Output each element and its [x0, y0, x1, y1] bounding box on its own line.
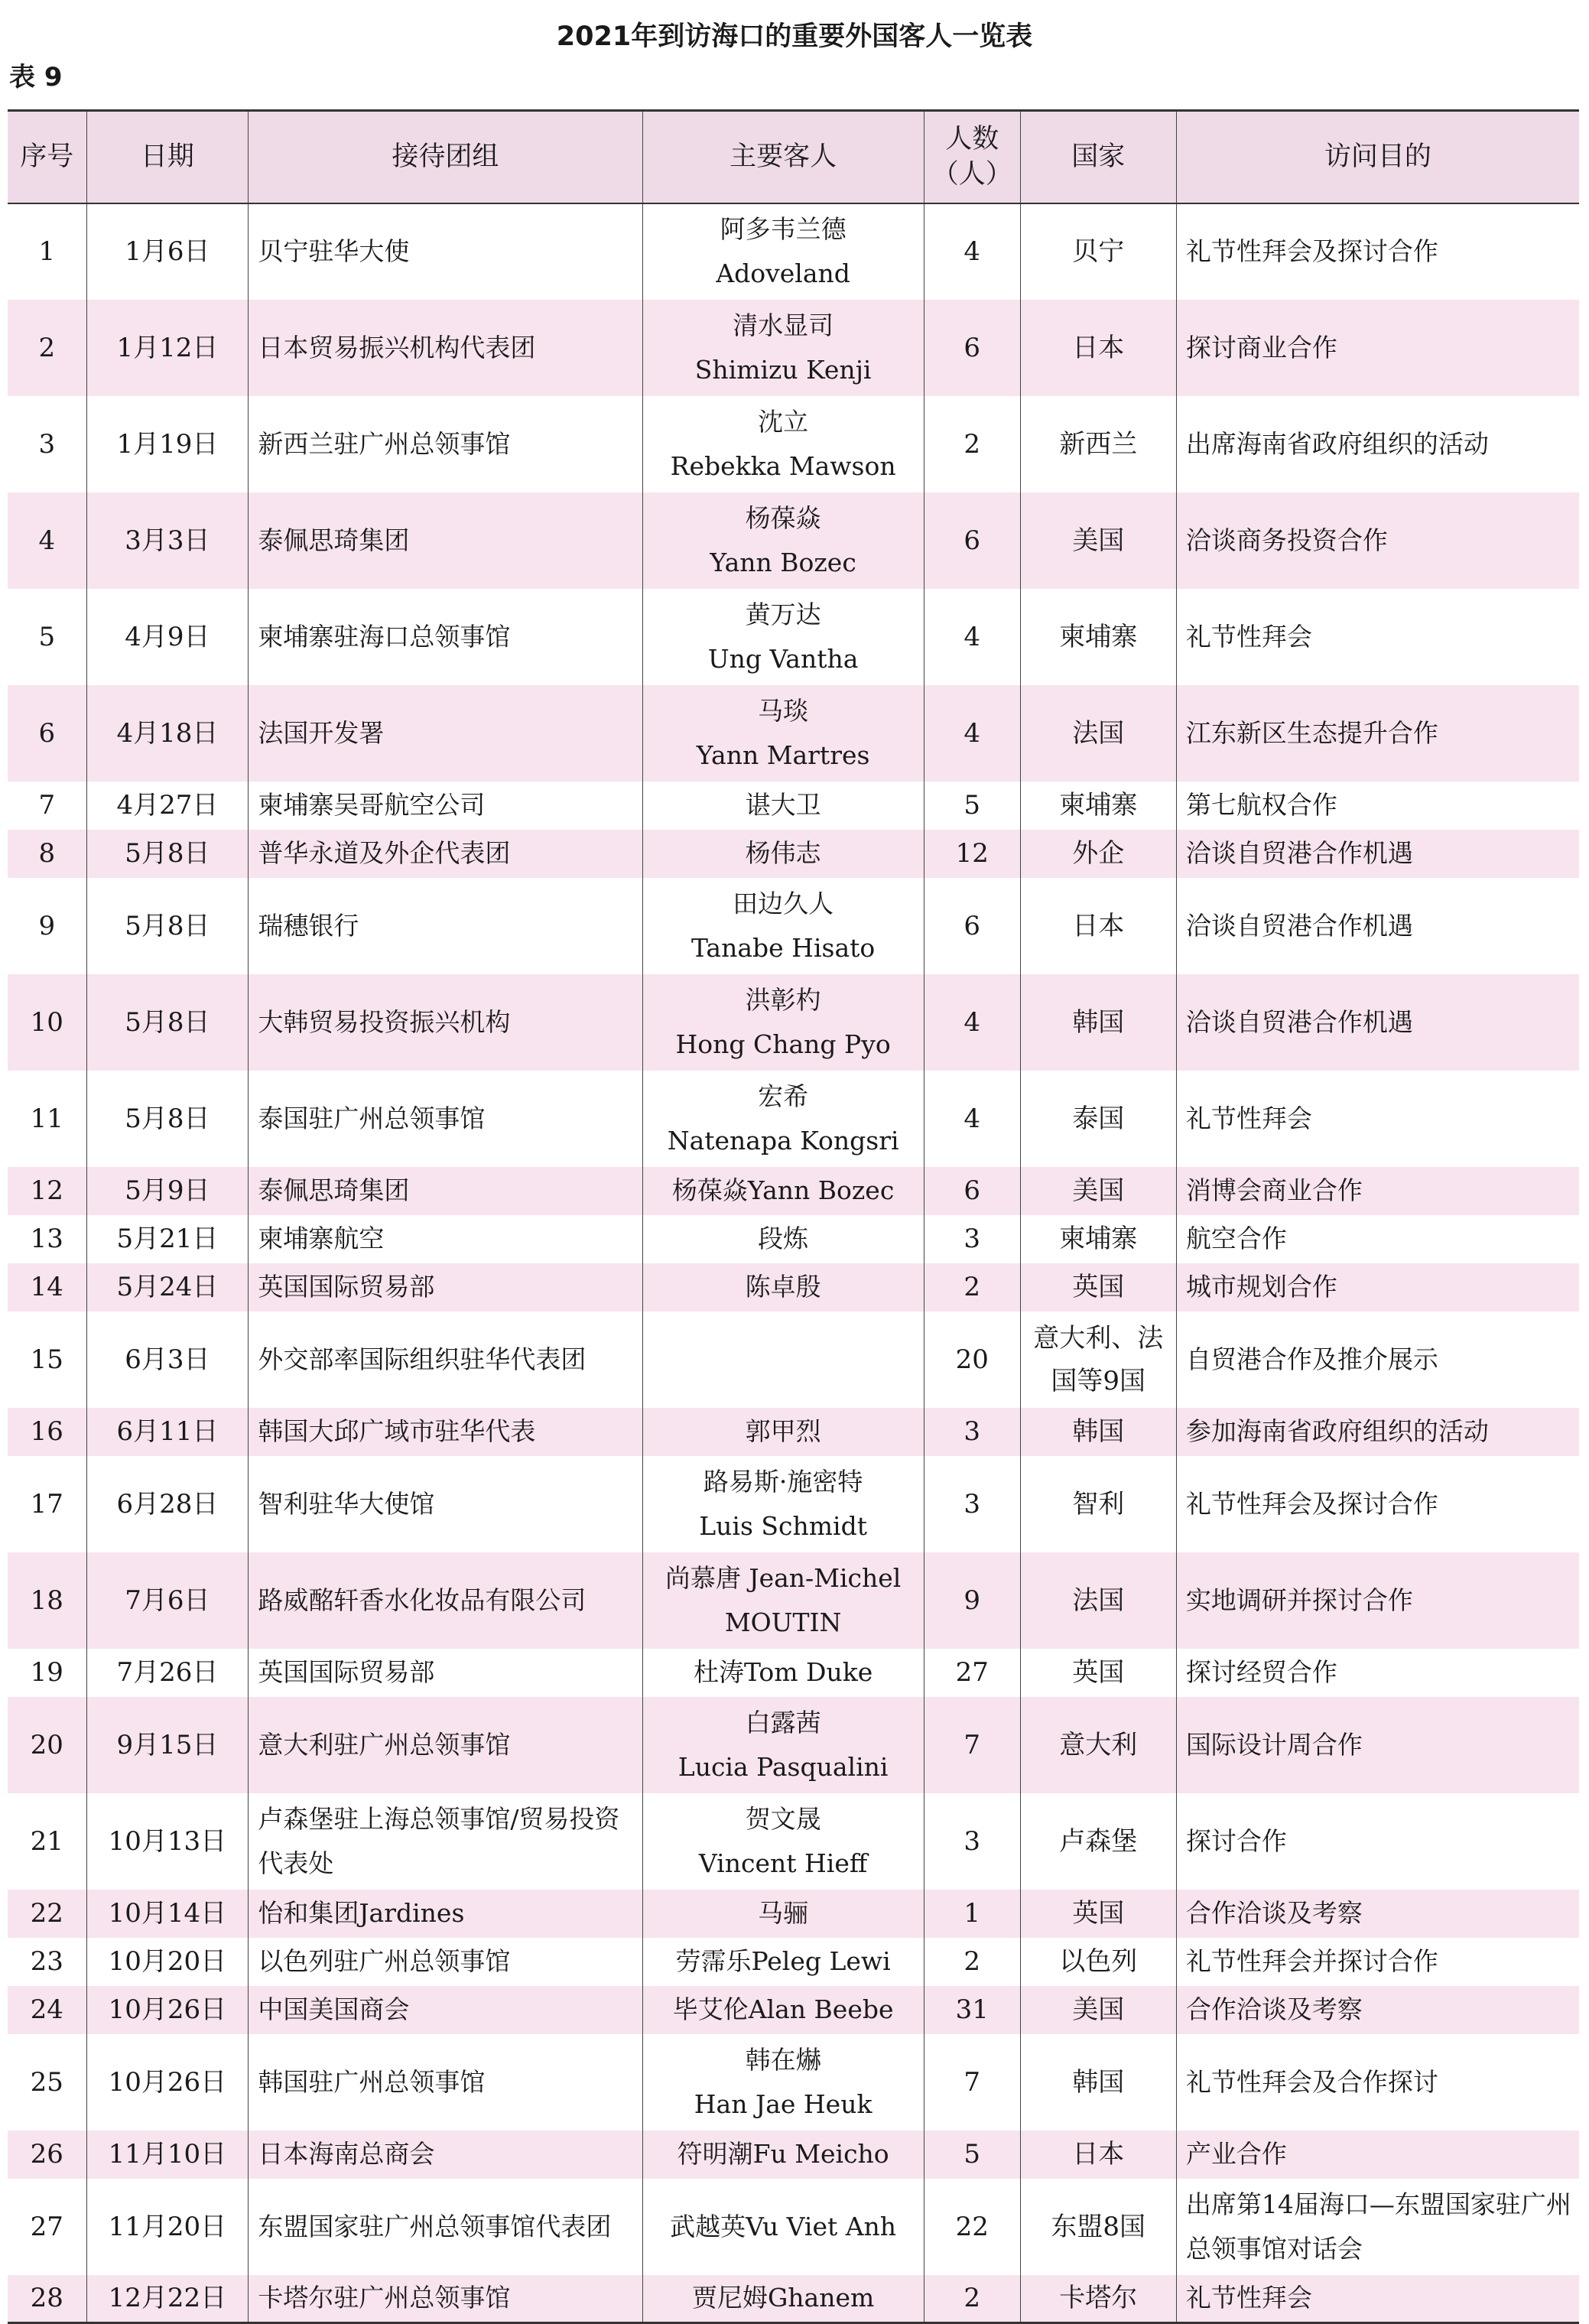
visitors-table: [8, 109, 1579, 2324]
cell-guest: [642, 1071, 924, 1167]
header-country: 国家: [1020, 111, 1176, 203]
cell-date: 1月19日: [86, 396, 249, 492]
cell-country: 智利: [1020, 1456, 1176, 1552]
cell-date: 1月12日: [86, 300, 249, 396]
cell-country: 英国: [1020, 1649, 1176, 1697]
cell-guest: 杜涛Tom Duke: [642, 1649, 924, 1697]
cell-group: 柬埔寨航空: [249, 1215, 642, 1263]
cell-purpose: 礼节性拜会: [1176, 2275, 1579, 2323]
cell-no: 12: [8, 1167, 86, 1215]
cell-no: 16: [8, 1408, 86, 1456]
table-row: [8, 300, 1579, 396]
cell-group: 柬埔寨驻海口总领事馆: [249, 589, 642, 685]
cell-group: 瑞穗银行: [249, 878, 642, 974]
cell-date: 4月18日: [86, 685, 249, 782]
cell-purpose: 自贸港合作及推介展示: [1176, 1312, 1579, 1408]
header-count-line2: （人）: [931, 159, 1012, 190]
cell-purpose: 礼节性拜会及探讨合作: [1176, 1456, 1579, 1552]
cell-purpose: 国际设计周合作: [1176, 1697, 1579, 1793]
cell-guest: 段炼: [642, 1215, 924, 1263]
cell-group: 路威酩轩香水化妆品有限公司: [249, 1552, 642, 1649]
cell-count: 31: [924, 1986, 1020, 2034]
cell-count: 4: [924, 203, 1020, 300]
cell-guest: [642, 1456, 924, 1552]
cell-date: 11月10日: [86, 2131, 249, 2179]
cell-date: 5月9日: [86, 1167, 249, 1215]
cell-group: 泰佩思琦集团: [249, 1167, 642, 1215]
cell-guest: 劳霈乐Peleg Lewi: [642, 1938, 924, 1986]
cell-count: 4: [924, 589, 1020, 685]
cell-guest: [642, 974, 924, 1071]
cell-date: 5月21日: [86, 1215, 249, 1263]
table-row: [8, 782, 1579, 830]
cell-group: 智利驻华大使馆: [249, 1456, 642, 1552]
cell-date: 11月20日: [86, 2179, 249, 2275]
cell-group: 怡和集团Jardines: [249, 1890, 642, 1938]
cell-guest-line2: Han Jae Heuk: [694, 2088, 872, 2119]
cell-group: 大韩贸易投资振兴机构: [249, 974, 642, 1071]
cell-count: 7: [924, 2034, 1020, 2131]
header-group: 接待团组: [249, 111, 642, 203]
cell-no: 23: [8, 1938, 86, 1986]
cell-guest: 毕艾伦Alan Beebe: [642, 1986, 924, 2034]
cell-guest-line2: Ung Vantha: [707, 643, 859, 674]
cell-count: 27: [924, 1649, 1020, 1697]
cell-guest: [642, 396, 924, 492]
cell-count: 5: [924, 2131, 1020, 2179]
cell-guest-line2: Tanabe Hisato: [691, 932, 876, 963]
cell-date: 5月8日: [86, 974, 249, 1071]
cell-count: 3: [924, 1793, 1020, 1890]
cell-group: 东盟国家驻广州总领事馆代表团: [249, 2179, 642, 2275]
cell-no: 9: [8, 878, 86, 974]
cell-country: 日本: [1020, 2131, 1176, 2179]
cell-guest-line1: 白露茜: [745, 1707, 821, 1737]
cell-count: 6: [924, 300, 1020, 396]
cell-purpose: 探讨合作: [1176, 1793, 1579, 1890]
cell-purpose: 探讨经贸合作: [1176, 1649, 1579, 1697]
cell-guest-line2: Adoveland: [716, 258, 850, 288]
cell-country: 美国: [1020, 1986, 1176, 2034]
cell-no: 5: [8, 589, 86, 685]
cell-purpose: 礼节性拜会: [1176, 1071, 1579, 1167]
cell-purpose: 洽谈自贸港合作机遇: [1176, 974, 1579, 1071]
cell-date: 12月22日: [86, 2275, 249, 2323]
cell-country: 韩国: [1020, 2034, 1176, 2131]
table-row: [8, 589, 1579, 685]
cell-group: 普华永道及外企代表团: [249, 830, 642, 878]
cell-guest-line1: 尚慕唐 Jean-Michel: [665, 1562, 902, 1593]
cell-no: 15: [8, 1312, 86, 1408]
table-row: [8, 830, 1579, 878]
cell-no: 4: [8, 492, 86, 589]
cell-guest-line1: 杨葆焱: [745, 502, 821, 533]
cell-no: 1: [8, 203, 86, 300]
cell-guest: 郭甲烈: [642, 1408, 924, 1456]
cell-date: 10月26日: [86, 2034, 249, 2131]
cell-guest-line1: 沈立: [758, 406, 809, 437]
cell-guest-line2: Natenapa Kongsri: [667, 1125, 899, 1155]
cell-purpose: 出席海南省政府组织的活动: [1176, 396, 1579, 492]
cell-guest: [642, 1552, 924, 1649]
table-row: [8, 1649, 1579, 1697]
cell-guest-line2: Hong Chang Pyo: [675, 1029, 891, 1059]
cell-count: 3: [924, 1408, 1020, 1456]
cell-guest-line2: Yann Bozec: [710, 547, 856, 577]
cell-guest: [642, 878, 924, 974]
cell-purpose: 礼节性拜会: [1176, 589, 1579, 685]
cell-no: 8: [8, 830, 86, 878]
cell-country: 卡塔尔: [1020, 2275, 1176, 2323]
cell-count: 1: [924, 1890, 1020, 1938]
table-row: [8, 685, 1579, 782]
table-row: [8, 974, 1579, 1071]
cell-date: 1月6日: [86, 203, 249, 300]
cell-guest-line2: Lucia Pasqualini: [678, 1751, 889, 1782]
table-row: [8, 1408, 1579, 1456]
cell-date: 6月3日: [86, 1312, 249, 1408]
cell-country: 新西兰: [1020, 396, 1176, 492]
cell-purpose: 洽谈自贸港合作机遇: [1176, 830, 1579, 878]
cell-purpose: 洽谈商务投资合作: [1176, 492, 1579, 589]
cell-guest-line1: 韩在爀: [745, 2044, 821, 2075]
cell-no: 28: [8, 2275, 86, 2323]
cell-group: 以色列驻广州总领事馆: [249, 1938, 642, 1986]
cell-date: 6月11日: [86, 1408, 249, 1456]
header-no: 序号: [8, 111, 86, 203]
cell-date: 5月8日: [86, 1071, 249, 1167]
cell-purpose: 礼节性拜会并探讨合作: [1176, 1938, 1579, 1986]
header-count-line1: 人数: [945, 124, 999, 155]
cell-group: 英国国际贸易部: [249, 1263, 642, 1312]
cell-purpose: 消博会商业合作: [1176, 1167, 1579, 1215]
cell-country: 柬埔寨: [1020, 1215, 1176, 1263]
cell-no: 6: [8, 685, 86, 782]
cell-no: 22: [8, 1890, 86, 1938]
cell-guest: 杨葆焱Yann Bozec: [642, 1167, 924, 1215]
cell-no: 25: [8, 2034, 86, 2131]
cell-purpose: 洽谈自贸港合作机遇: [1176, 878, 1579, 974]
table-row: [8, 492, 1579, 589]
cell-group: 意大利驻广州总领事馆: [249, 1697, 642, 1793]
table-row: [8, 1167, 1579, 1215]
cell-purpose: 出席第14届海口—东盟国家驻广州总领事馆对话会: [1176, 2179, 1579, 2275]
cell-group: 贝宁驻华大使: [249, 203, 642, 300]
cell-date: 4月27日: [86, 782, 249, 830]
table-row: [8, 1456, 1579, 1552]
cell-guest-line1: 阿多韦兰德: [720, 214, 846, 244]
cell-no: 20: [8, 1697, 86, 1793]
cell-guest: [642, 685, 924, 782]
table-row: [8, 1552, 1579, 1649]
header-row: [8, 111, 1579, 203]
cell-purpose: 江东新区生态提升合作: [1176, 685, 1579, 782]
table-row: [8, 1071, 1579, 1167]
cell-count: 7: [924, 1697, 1020, 1793]
table-row: [8, 1697, 1579, 1793]
cell-guest-line1: 路易斯·施密特: [703, 1466, 863, 1497]
table-row: [8, 2179, 1579, 2275]
cell-guest: [642, 492, 924, 589]
cell-country: 美国: [1020, 492, 1176, 589]
cell-country: 英国: [1020, 1263, 1176, 1312]
cell-date: 5月24日: [86, 1263, 249, 1312]
cell-guest: [642, 300, 924, 396]
cell-guest: 符明潮Fu Meicho: [642, 2131, 924, 2179]
cell-count: 2: [924, 2275, 1020, 2323]
cell-date: 7月6日: [86, 1552, 249, 1649]
cell-no: 2: [8, 300, 86, 396]
cell-date: 10月14日: [86, 1890, 249, 1938]
cell-country: 日本: [1020, 878, 1176, 974]
cell-no: 26: [8, 2131, 86, 2179]
cell-date: 10月13日: [86, 1793, 249, 1890]
cell-purpose: 城市规划合作: [1176, 1263, 1579, 1312]
cell-date: 10月26日: [86, 1986, 249, 2034]
cell-count: 4: [924, 685, 1020, 782]
cell-date: 6月28日: [86, 1456, 249, 1552]
cell-country: 柬埔寨: [1020, 782, 1176, 830]
cell-guest-line2: Luis Schmidt: [699, 1510, 867, 1541]
cell-purpose: 第七航权合作: [1176, 782, 1579, 830]
cell-group: 新西兰驻广州总领事馆: [249, 396, 642, 492]
page-title: 2021年到访海口的重要外国客人一览表: [556, 21, 1033, 52]
cell-group: 泰国驻广州总领事馆: [249, 1071, 642, 1167]
cell-group: 日本贸易振兴机构代表团: [249, 300, 642, 396]
cell-count: 4: [924, 974, 1020, 1071]
cell-purpose: 航空合作: [1176, 1215, 1579, 1263]
table-row: [8, 2034, 1579, 2131]
cell-group: 卢森堡驻上海总领事馆/贸易投资代表处: [249, 1793, 642, 1890]
table-row: [8, 1793, 1579, 1890]
cell-no: 3: [8, 396, 86, 492]
cell-date: 5月8日: [86, 830, 249, 878]
cell-guest: 武越英Vu Viet Anh: [642, 2179, 924, 2275]
cell-country: 泰国: [1020, 1071, 1176, 1167]
cell-country: 韩国: [1020, 1408, 1176, 1456]
cell-count: 20: [924, 1312, 1020, 1408]
cell-guest-line2: Vincent Hieff: [698, 1848, 868, 1878]
cell-guest: 谌大卫: [642, 782, 924, 830]
cell-no: 13: [8, 1215, 86, 1263]
cell-guest: 贾尼姆Ghanem: [642, 2275, 924, 2323]
cell-group: 泰佩思琦集团: [249, 492, 642, 589]
cell-group: 外交部率国际组织驻华代表团: [249, 1312, 642, 1408]
cell-count: 3: [924, 1215, 1020, 1263]
cell-guest: 马骊: [642, 1890, 924, 1938]
cell-country: 美国: [1020, 1167, 1176, 1215]
cell-purpose: 探讨商业合作: [1176, 300, 1579, 396]
header-count: [924, 111, 1020, 203]
cell-date: 9月15日: [86, 1697, 249, 1793]
cell-guest-line1: 宏希: [758, 1081, 809, 1111]
cell-country: 东盟8国: [1020, 2179, 1176, 2275]
cell-no: 18: [8, 1552, 86, 1649]
cell-count: 2: [924, 1263, 1020, 1312]
table-label: 表 9: [9, 62, 63, 93]
cell-guest: [642, 1312, 924, 1408]
table-row: [8, 878, 1579, 974]
cell-guest-line1: 黄万达: [745, 599, 821, 629]
cell-no: 19: [8, 1649, 86, 1697]
cell-count: 5: [924, 782, 1020, 830]
table-row: [8, 203, 1579, 300]
cell-no: 24: [8, 1986, 86, 2034]
cell-group: 韩国大邱广域市驻华代表: [249, 1408, 642, 1456]
cell-guest: [642, 2034, 924, 2131]
cell-count: 12: [924, 830, 1020, 878]
cell-date: 3月3日: [86, 492, 249, 589]
table-row: [8, 1263, 1579, 1312]
cell-country: 法国: [1020, 685, 1176, 782]
cell-group: 韩国驻广州总领事馆: [249, 2034, 642, 2131]
cell-country: 卢森堡: [1020, 1793, 1176, 1890]
cell-guest: [642, 203, 924, 300]
cell-group: 卡塔尔驻广州总领事馆: [249, 2275, 642, 2323]
cell-no: 7: [8, 782, 86, 830]
cell-no: 21: [8, 1793, 86, 1890]
cell-guest: 陈卓殷: [642, 1263, 924, 1312]
table-row: [8, 1890, 1579, 1938]
cell-purpose: 参加海南省政府组织的活动: [1176, 1408, 1579, 1456]
cell-no: 10: [8, 974, 86, 1071]
cell-date: 4月9日: [86, 589, 249, 685]
cell-country: 意大利、法国等9国: [1020, 1312, 1176, 1408]
cell-count: 6: [924, 492, 1020, 589]
cell-count: 2: [924, 1938, 1020, 1986]
cell-date: 7月26日: [86, 1649, 249, 1697]
table-row: [8, 1938, 1579, 1986]
table-row: [8, 2131, 1579, 2179]
cell-count: 9: [924, 1552, 1020, 1649]
cell-guest: [642, 1697, 924, 1793]
cell-country: 外企: [1020, 830, 1176, 878]
cell-count: 6: [924, 878, 1020, 974]
table-row: [8, 1312, 1579, 1408]
cell-date: 10月20日: [86, 1938, 249, 1986]
cell-country: 韩国: [1020, 974, 1176, 1071]
table-row: [8, 2275, 1579, 2323]
table-row: [8, 1215, 1579, 1263]
table-row: [8, 1986, 1579, 2034]
cell-guest-line2: Rebekka Mawson: [670, 450, 896, 481]
cell-purpose: 合作洽谈及考察: [1176, 1890, 1579, 1938]
cell-guest: 杨伟志: [642, 830, 924, 878]
cell-guest-line1: 洪彰杓: [745, 984, 821, 1015]
header-guest: 主要客人: [642, 111, 924, 203]
cell-purpose: 礼节性拜会及探讨合作: [1176, 203, 1579, 300]
cell-no: 27: [8, 2179, 86, 2275]
cell-count: 3: [924, 1456, 1020, 1552]
header-date: 日期: [86, 111, 249, 203]
cell-group: 法国开发署: [249, 685, 642, 782]
cell-country: 法国: [1020, 1552, 1176, 1649]
header-purpose: 访问目的: [1176, 111, 1579, 203]
cell-group: 日本海南总商会: [249, 2131, 642, 2179]
cell-country: 柬埔寨: [1020, 589, 1176, 685]
cell-count: 4: [924, 1071, 1020, 1167]
cell-country: 意大利: [1020, 1697, 1176, 1793]
cell-purpose: 产业合作: [1176, 2131, 1579, 2179]
table-body: [8, 203, 1579, 2323]
cell-no: 17: [8, 1456, 86, 1552]
cell-group: 中国美国商会: [249, 1986, 642, 2034]
cell-country: 贝宁: [1020, 203, 1176, 300]
cell-country: 英国: [1020, 1890, 1176, 1938]
cell-guest-line2: MOUTIN: [724, 1607, 842, 1637]
cell-count: 2: [924, 396, 1020, 492]
cell-guest-line1: 马琰: [758, 695, 809, 726]
cell-group: 英国国际贸易部: [249, 1649, 642, 1697]
cell-group: 柬埔寨吴哥航空公司: [249, 782, 642, 830]
cell-purpose: 礼节性拜会及合作探讨: [1176, 2034, 1579, 2131]
cell-country: 以色列: [1020, 1938, 1176, 1986]
cell-guest: [642, 1793, 924, 1890]
cell-no: 14: [8, 1263, 86, 1312]
cell-purpose: 合作洽谈及考察: [1176, 1986, 1579, 2034]
cell-guest: [642, 589, 924, 685]
cell-guest-line1: 贺文晟: [745, 1803, 821, 1834]
cell-date: 5月8日: [86, 878, 249, 974]
cell-count: 6: [924, 1167, 1020, 1215]
cell-no: 11: [8, 1071, 86, 1167]
cell-purpose: 实地调研并探讨合作: [1176, 1552, 1579, 1649]
cell-guest-line2: Shimizu Kenji: [694, 354, 872, 385]
cell-country: 日本: [1020, 300, 1176, 396]
table-row: [8, 396, 1579, 492]
cell-count: 22: [924, 2179, 1020, 2275]
cell-guest-line1: 清水显司: [733, 310, 834, 340]
cell-guest-line1: 田边久人: [733, 888, 834, 918]
cell-guest-line2: Yann Martres: [696, 739, 870, 770]
